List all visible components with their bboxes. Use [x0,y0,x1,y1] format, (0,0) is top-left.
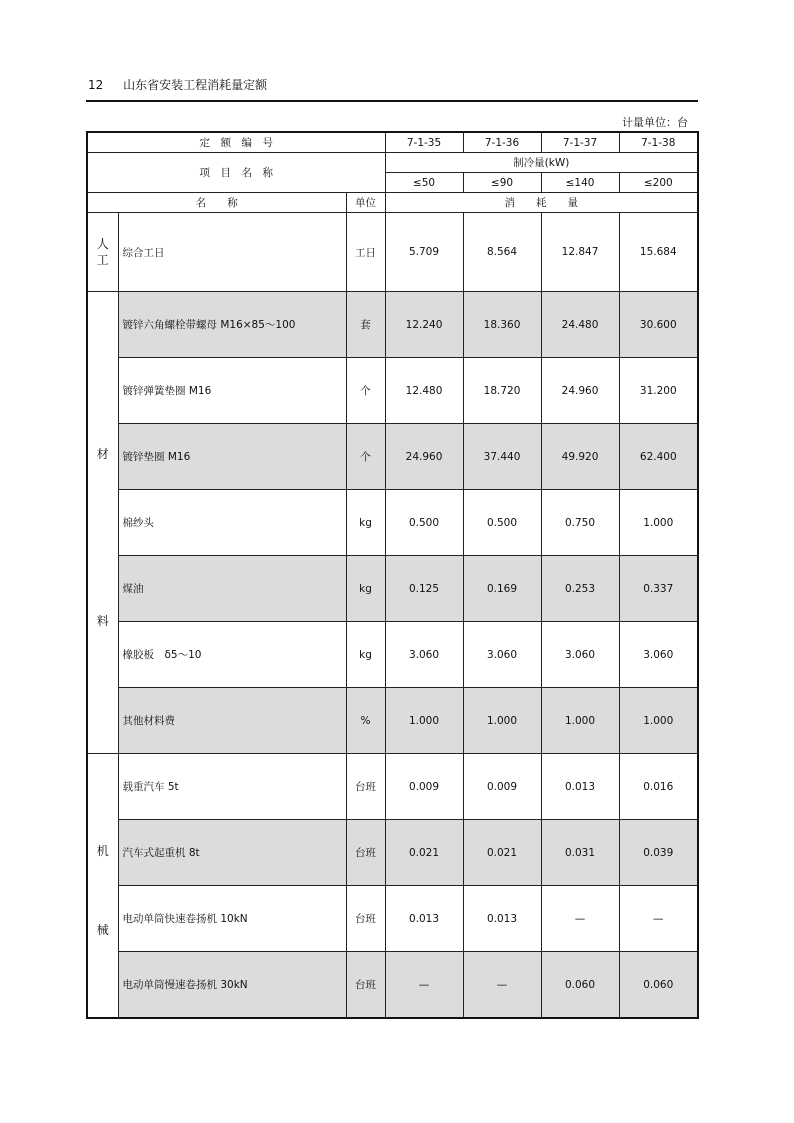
quota-code: 7-1-37 [541,132,619,153]
page-header [88,76,267,93]
quota-code-row [87,132,698,153]
resource-name: 镀锌六角螺栓带螺母 M16×85～100 [118,292,346,358]
category-char: 料 [96,614,109,628]
consumption-value: 0.013 [385,886,463,952]
table-row [87,622,698,688]
resource-unit: kg [346,490,385,556]
table-row [87,886,698,952]
resource-unit: 个 [346,424,385,490]
consumption-value: 1.000 [463,688,541,754]
consumption-value: 1.000 [385,688,463,754]
capacity-label: 制冷量(kW) [385,153,698,173]
resource-name: 橡胶板 δ5～10 [118,622,346,688]
consumption-value: 0.337 [619,556,698,622]
table-row [87,292,698,358]
consumption-value: 0.500 [463,490,541,556]
category-char: 械 [96,923,109,937]
consumption-value: 0.253 [541,556,619,622]
consumption-value: 0.013 [541,754,619,820]
consumption-value: 0.009 [385,754,463,820]
consumption-value: 12.480 [385,358,463,424]
resource-name: 汽车式起重机 8t [118,820,346,886]
resource-name: 镀锌垫圈 M16 [118,424,346,490]
consumption-value: — [541,886,619,952]
consumption-value: 24.960 [541,358,619,424]
consumption-value: 12.847 [541,213,619,292]
consumption-value: 24.480 [541,292,619,358]
resource-name: 电动单筒快速卷扬机 10kN [118,886,346,952]
category-labor [87,213,118,292]
resource-name: 棉纱头 [118,490,346,556]
resource-unit: 台班 [346,754,385,820]
consumption-value: 0.016 [619,754,698,820]
quota-code: 7-1-35 [385,132,463,153]
consumption-value: 0.009 [463,754,541,820]
consumption-value: — [385,952,463,1019]
consumption-value: 1.000 [619,688,698,754]
consumption-value: 49.920 [541,424,619,490]
resource-name: 其他材料费 [118,688,346,754]
consumption-value: 3.060 [385,622,463,688]
resource-unit: 套 [346,292,385,358]
capacity-header-row [87,153,698,173]
quota-code-label: 定 额 编 号 [87,132,385,153]
table-row [87,556,698,622]
name-column-header: 名 称 [87,193,346,213]
consumption-value: 0.021 [385,820,463,886]
capacity-value: ≤90 [463,173,541,193]
resource-name: 煤油 [118,556,346,622]
consumption-column-header: 消 耗 量 [385,193,698,213]
consumption-value: 0.013 [463,886,541,952]
category-machine [87,754,118,1019]
consumption-value: 5.709 [385,213,463,292]
consumption-value: 3.060 [541,622,619,688]
consumption-value: 15.684 [619,213,698,292]
capacity-value: ≤140 [541,173,619,193]
table-row [87,213,698,292]
consumption-value: 3.060 [463,622,541,688]
consumption-value: 0.125 [385,556,463,622]
consumption-value: — [463,952,541,1019]
capacity-value: ≤200 [619,173,698,193]
resource-unit: kg [346,622,385,688]
consumption-value: 1.000 [619,490,698,556]
resource-unit: 个 [346,358,385,424]
consumption-value: 24.960 [385,424,463,490]
page-number: 12 [88,78,104,92]
consumption-value: 30.600 [619,292,698,358]
table-row [87,424,698,490]
consumption-value: 0.169 [463,556,541,622]
resource-name: 镀锌弹簧垫圈 M16 [118,358,346,424]
table-row [87,820,698,886]
category-char: 材 [96,447,109,461]
consumption-value: 0.031 [541,820,619,886]
category-material [87,292,118,754]
quota-table [86,131,699,1019]
category-char: 工 [96,253,109,267]
resource-unit: 工日 [346,213,385,292]
table-row [87,490,698,556]
resource-unit: 台班 [346,952,385,1019]
resource-unit: 台班 [346,820,385,886]
header-rule [86,100,698,102]
resource-unit: kg [346,556,385,622]
consumption-value: 8.564 [463,213,541,292]
capacity-value: ≤50 [385,173,463,193]
consumption-value: 0.060 [541,952,619,1019]
column-header-row [87,193,698,213]
consumption-value: 1.000 [541,688,619,754]
resource-name: 电动单筒慢速卷扬机 30kN [118,952,346,1019]
table-row [87,358,698,424]
unit-column-header: 单位 [346,193,385,213]
category-char: 人 [96,237,109,251]
consumption-value: 31.200 [619,358,698,424]
consumption-value: 0.039 [619,820,698,886]
resource-unit: 台班 [346,886,385,952]
consumption-value: 0.750 [541,490,619,556]
consumption-value: 37.440 [463,424,541,490]
consumption-value: 3.060 [619,622,698,688]
unit-note: 计量单位：台 [622,116,688,129]
resource-name: 综合工日 [118,213,346,292]
quota-code: 7-1-38 [619,132,698,153]
consumption-value: 18.720 [463,358,541,424]
table-row [87,688,698,754]
consumption-value: 12.240 [385,292,463,358]
category-char: 机 [96,844,109,858]
table-row [87,754,698,820]
consumption-value: — [619,886,698,952]
resource-unit: % [346,688,385,754]
table-row [87,952,698,1019]
consumption-value: 18.360 [463,292,541,358]
consumption-value: 62.400 [619,424,698,490]
item-name-label: 项 目 名 称 [87,153,385,193]
resource-name: 载重汽车 5t [118,754,346,820]
book-title: 山东省安装工程消耗量定额 [123,78,268,92]
quota-code: 7-1-36 [463,132,541,153]
consumption-value: 0.500 [385,490,463,556]
consumption-value: 0.060 [619,952,698,1019]
consumption-value: 0.021 [463,820,541,886]
